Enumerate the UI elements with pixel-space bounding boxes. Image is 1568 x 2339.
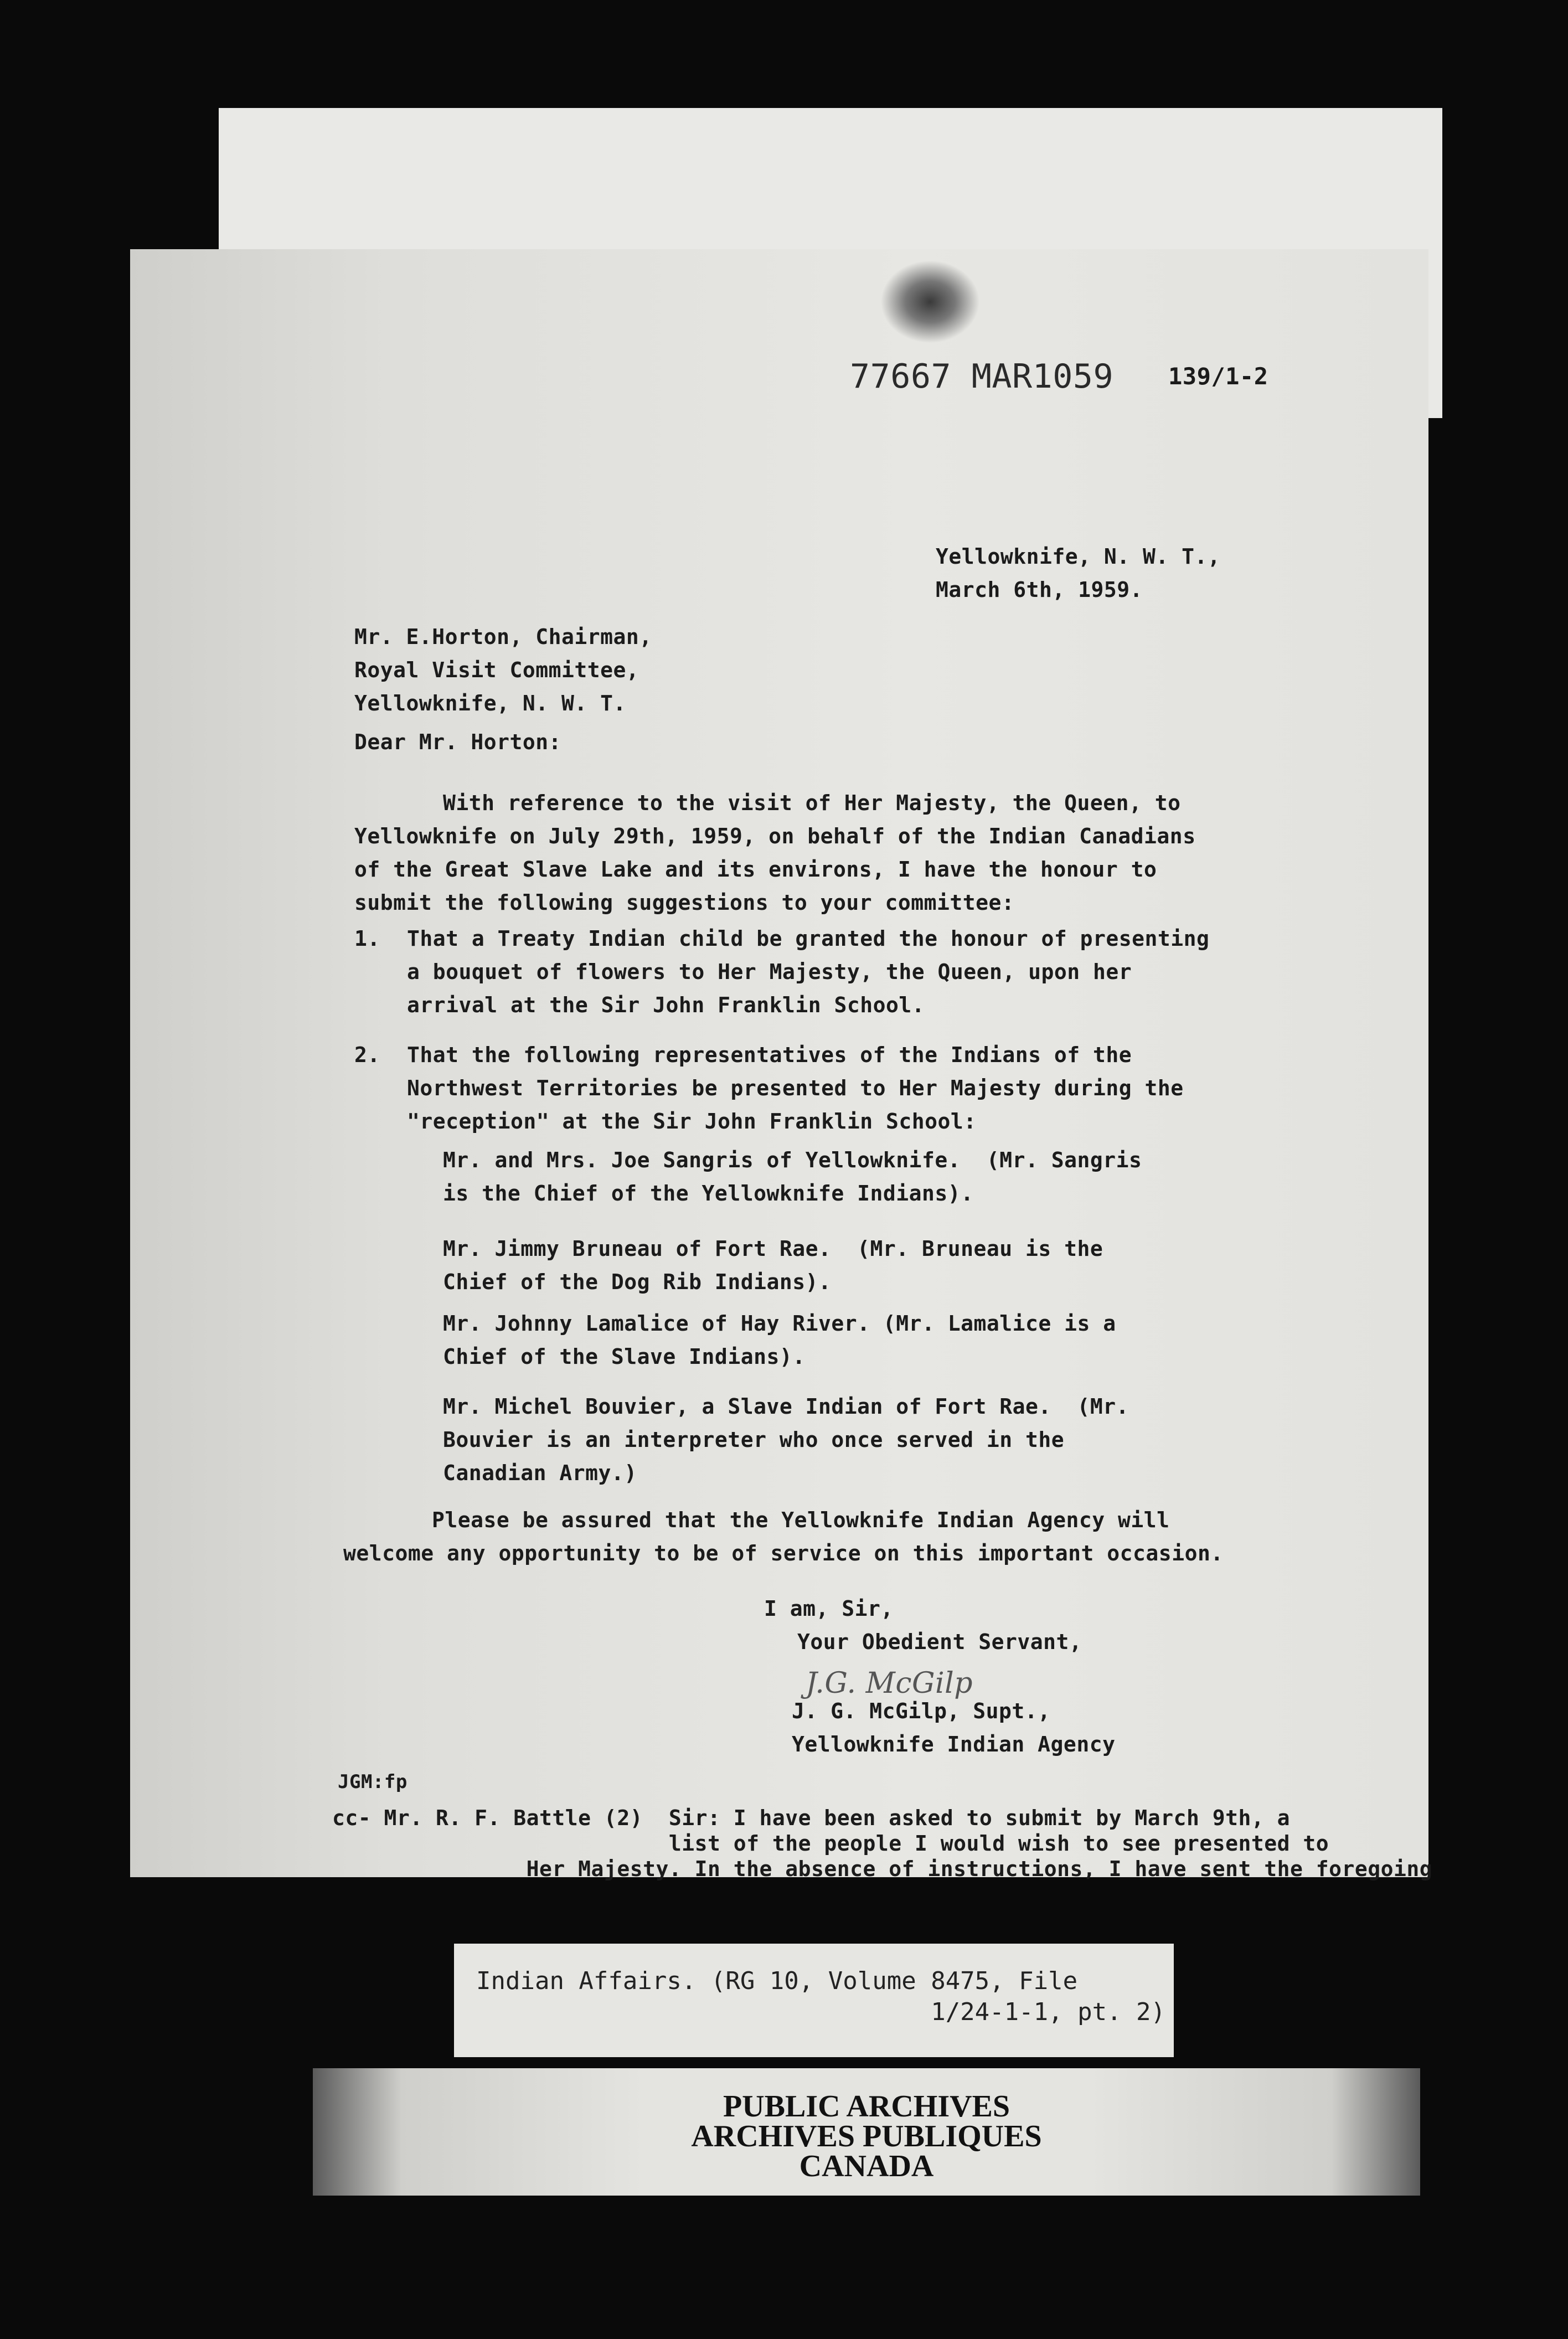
catalog-line: Indian Affairs. (RG 10, Volume 8475, File <box>476 1967 1078 1995</box>
item-1-line: arrival at the Sir John Franklin School. <box>407 993 925 1017</box>
item-2-number: 2. <box>354 1043 380 1067</box>
complimentary-line: Your Obedient Servant, <box>797 1630 1082 1654</box>
place-line: Yellowknife, N. W. T., <box>936 544 1221 569</box>
item-2-line: That the following representatives of the Indians of the <box>407 1043 1132 1067</box>
complimentary-close <box>764 1592 1082 1658</box>
received-stamp: 77667 MAR1059 <box>850 357 1114 396</box>
catalog-text <box>476 1966 1165 2028</box>
item-2-line: Northwest Territories be presented to Her Majesty during the <box>407 1076 1184 1100</box>
representative-line: Mr. Johnny Lamalice of Hay River. (Mr. Lamalice is a <box>443 1311 1116 1336</box>
item-1-line: a bouquet of flowers to Her Majesty, the Queen, upon her <box>407 960 1132 984</box>
intro-line: Yellowknife on July 29th, 1959, on behalf of the Indian Canadians <box>354 824 1196 848</box>
recipient-line: Mr. E.Horton, Chairman, <box>354 625 652 649</box>
intro-paragraph <box>354 786 1196 919</box>
date-line: March 6th, 1959. <box>936 578 1143 602</box>
file-reference: 139/1-2 <box>1168 363 1268 390</box>
archives-line-fr: ARCHIVES PUBLIQUES <box>691 2119 1042 2153</box>
catalog-label <box>454 1944 1174 2057</box>
typist-initials: JGM:fp <box>338 1771 408 1793</box>
archives-line-en: PUBLIC ARCHIVES <box>723 2089 1010 2124</box>
item-2-text <box>407 1038 1184 1138</box>
archives-band <box>313 2068 1420 2196</box>
representative-line: is the Chief of the Yellowknife Indians). <box>443 1181 974 1205</box>
archives-line-country: CANADA <box>799 2149 934 2183</box>
representative-line: Bouvier is an interpreter who once served in the <box>443 1428 1065 1452</box>
letter-place-date <box>936 540 1220 606</box>
representative-2 <box>443 1232 1103 1299</box>
representative-line: Mr. and Mrs. Joe Sangris of Yellowknife. (Mr. Sangris <box>443 1148 1142 1172</box>
note-line: cc- Mr. R. F. Battle (2) Sir: I have been asked to submit by March 9th, a <box>332 1806 1290 1830</box>
catalog-line: 1/24-1-1, pt. 2) <box>476 1998 1166 2026</box>
representative-line: Canadian Army.) <box>443 1461 637 1485</box>
complimentary-line: I am, Sir, <box>764 1596 894 1621</box>
closing-paragraph <box>343 1503 1224 1570</box>
item-1-text <box>407 922 1209 1022</box>
intro-line: of the Great Slave Lake and its environs, I have the honour to <box>354 857 1157 882</box>
note-line: Her Majesty. In the absence of instructions, I have sent the foregoing <box>332 1857 1433 1881</box>
item-1-number: 1. <box>354 926 380 951</box>
representative-3 <box>443 1307 1116 1373</box>
archives-stamp <box>313 2091 1420 2181</box>
representative-1 <box>443 1143 1142 1210</box>
recipient-line: Royal Visit Committee, <box>354 658 639 682</box>
signatory-line: Yellowknife Indian Agency <box>792 1732 1116 1756</box>
closing-line: Please be assured that the Yellowknife Indian Agency will <box>432 1508 1170 1532</box>
recipient-address <box>354 620 652 720</box>
representative-line: Mr. Jimmy Bruneau of Fort Rae. (Mr. Bruneau is the <box>443 1237 1103 1261</box>
salutation: Dear Mr. Horton: <box>354 730 562 754</box>
ink-stain <box>880 260 980 343</box>
recipient-line: Yellowknife, N. W. T. <box>354 691 626 715</box>
representative-line: Chief of the Slave Indians). <box>443 1344 806 1369</box>
representative-line: Chief of the Dog Rib Indians). <box>443 1270 832 1294</box>
signatory-block <box>792 1694 1115 1761</box>
closing-line: welcome any opportunity to be of service on this important occasion. <box>343 1541 1224 1565</box>
handwritten-signature: J.G. McGilp <box>806 1667 973 1700</box>
representative-line: Mr. Michel Bouvier, a Slave Indian of Fort Rae. (Mr. <box>443 1394 1129 1419</box>
item-2-line: "reception" at the Sir John Franklin School: <box>407 1109 977 1134</box>
representative-4 <box>443 1390 1129 1490</box>
intro-line: With reference to the visit of Her Majesty, the Queen, to <box>443 791 1181 815</box>
item-1-line: That a Treaty Indian child be granted the honour of presenting <box>407 926 1210 951</box>
carbon-copy-note <box>332 1789 1432 1882</box>
note-line: list of the people I would wish to see presented to <box>332 1831 1329 1856</box>
signatory-line: J. G. McGilp, Supt., <box>792 1699 1051 1723</box>
intro-line: submit the following suggestions to your committee: <box>354 890 1015 915</box>
